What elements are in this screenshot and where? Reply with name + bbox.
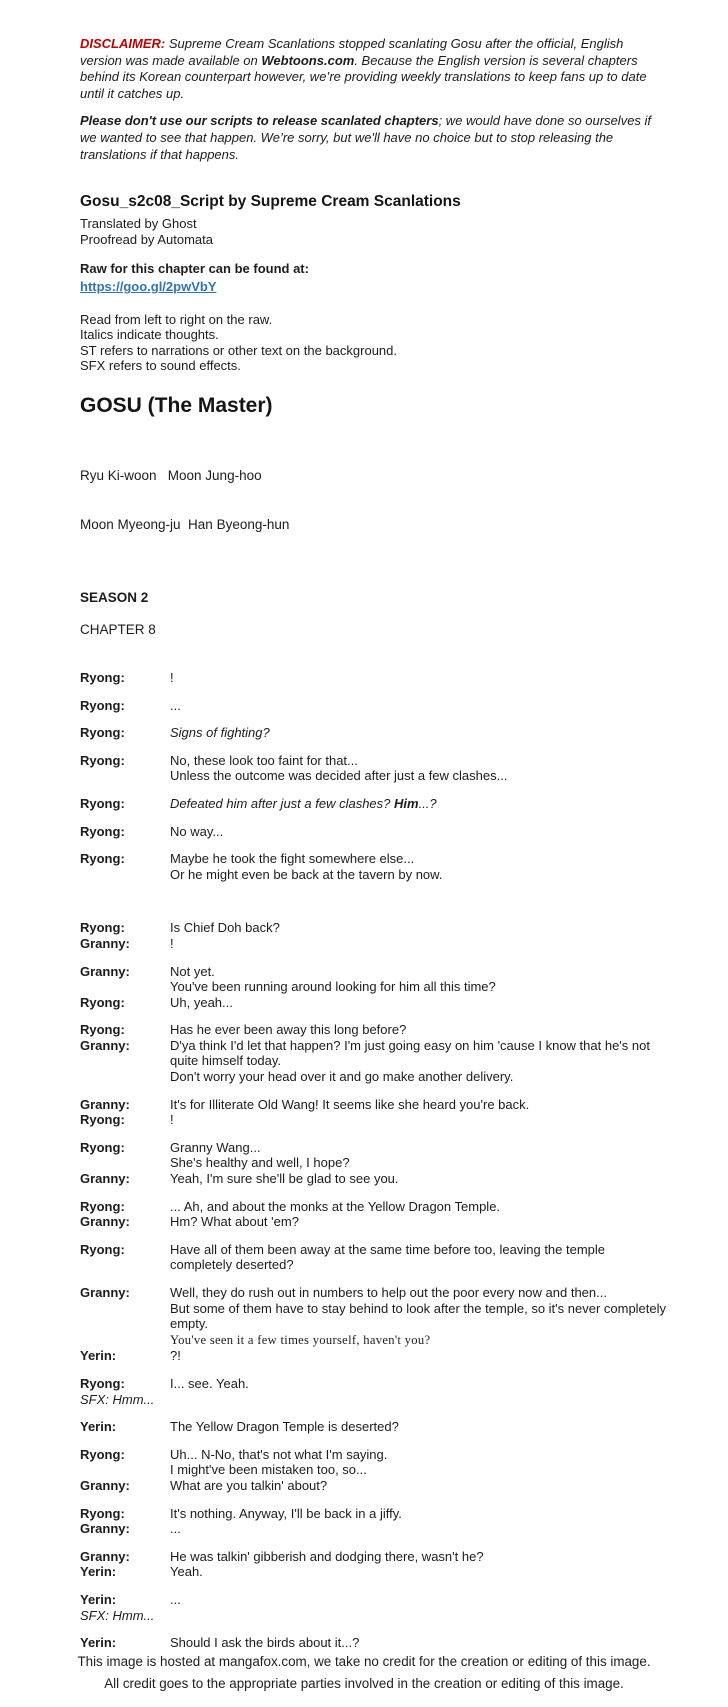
text-segment: No way... (170, 823, 224, 839)
note-line: ST refers to narrations or other text on the background. (80, 342, 397, 358)
dialogue-group (80, 1506, 670, 1537)
dialogue-text (170, 1285, 668, 1348)
script-row (80, 1478, 670, 1494)
dialogue-line (170, 1038, 668, 1069)
dialogue-group (80, 1635, 670, 1651)
dialogue-line (170, 1140, 668, 1156)
text-segment: Webtoons.com (261, 52, 355, 68)
dialogue-text (170, 1635, 668, 1651)
text-segment: ... (170, 1591, 181, 1607)
script-row (80, 964, 670, 995)
dialogue-text (170, 1112, 668, 1128)
dialogue-group (80, 1447, 670, 1494)
text-segment: Or he might even be back at the tavern by now. (170, 866, 443, 882)
text-segment: Have all of them been away at the same time before too, leaving the temple completely deserted? (170, 1241, 606, 1273)
dialogue-text (170, 964, 668, 995)
script-row (80, 1140, 670, 1171)
dialogue-line (170, 920, 668, 936)
raw-source-label: Raw for this chapter can be found at: (80, 261, 309, 277)
text-segment: I might've been mistaken too, so... (170, 1462, 367, 1478)
note-line: Read from left to right on the raw. (80, 312, 273, 328)
script-row (80, 995, 670, 1011)
text-segment: Is Chief Doh back? (170, 920, 280, 936)
text-segment: Not yet. (170, 963, 215, 979)
text-segment: ... Ah, and about the monks at the Yellow Dragon Temple. (170, 1198, 501, 1214)
text-segment: You've been running around looking for him all this time? (170, 979, 496, 995)
dialogue-group (80, 753, 670, 784)
dialogue-line (170, 964, 668, 980)
sfx-line: SFX: Hmm... (80, 1607, 155, 1623)
text-segment: ! (170, 935, 174, 951)
text-segment: ; we would have done so ourselves if we wanted to see that happen. We’re sorry, but we'll have no choice but to stop releasing the translations if that happens. (80, 113, 652, 162)
speaker-label: Ryong: (80, 823, 125, 839)
script-row (80, 1564, 670, 1580)
speaker-label: Ryong: (80, 1375, 125, 1391)
dialogue-text (170, 1140, 668, 1171)
dialogue-group (80, 1022, 670, 1084)
dialogue-line (170, 1549, 668, 1565)
disclaimer-paragraph-2 (80, 113, 660, 163)
text-segment: Supreme Cream Scanlations stopped scanlating Gosu after the official, English version was made available on (80, 36, 624, 68)
speaker-label: Yerin: (80, 1348, 117, 1364)
dialogue-group (80, 1592, 670, 1623)
speaker-label: Ryong: (80, 994, 125, 1010)
script-row (80, 1038, 670, 1085)
dialogue-text (170, 995, 668, 1011)
dialogue-line (170, 1199, 668, 1215)
text-segment: It's nothing. Anyway, I'll be back in a jiffy. (170, 1505, 402, 1521)
dialogue-text (170, 1419, 668, 1435)
dialogue-text (170, 796, 668, 812)
speaker-label: Ryong: (80, 1022, 125, 1038)
text-segment: ...? (418, 795, 437, 811)
dialogue-line (170, 1564, 668, 1580)
text-segment: Well, they do rush out in numbers to help out the poor every now and then... (170, 1285, 607, 1300)
footer-line: This image is hosted at mangafox.com, we take no credit for the creation or editing of this image. (77, 1654, 651, 1669)
dialogue-line (170, 1348, 668, 1364)
dialogue-text (170, 1447, 668, 1478)
dialogue-text (170, 1022, 668, 1038)
speaker-label: Granny: (80, 1037, 130, 1053)
script-row (80, 725, 670, 741)
script-file-title: Gosu_s2c08_Script by Supreme Cream Scanlations (80, 193, 461, 211)
author-credits (80, 435, 670, 567)
dialogue-line (170, 670, 668, 686)
speaker-label: Granny: (80, 1477, 130, 1493)
speaker-label: Granny: (80, 1096, 130, 1112)
dialogue-line (170, 1462, 668, 1478)
text-segment: Yeah. (170, 1564, 203, 1580)
text-segment: You've seen it a few times yourself, haven't you? (170, 1332, 431, 1347)
speaker-label: Ryong: (80, 851, 125, 867)
dialogue-line (170, 979, 668, 995)
text-segment: Has he ever been away this long before? (170, 1022, 407, 1038)
dialogue-line (170, 725, 668, 741)
dialogue-group (80, 1376, 670, 1407)
speaker-label: Granny: (80, 1548, 130, 1564)
dialogue-text (170, 1549, 668, 1565)
dialogue-line (170, 851, 668, 867)
dialogue-line (170, 1069, 668, 1085)
dialogue-line (170, 995, 668, 1011)
dialogue-text (170, 753, 668, 784)
dialogue-line (170, 1447, 668, 1463)
dialogue-line (170, 1592, 668, 1608)
dialogue-line (170, 1022, 668, 1038)
dialogue-line (170, 1521, 668, 1537)
text-segment: But some of them have to stay behind to look after the temple, so it's never completely empty. (170, 1300, 667, 1332)
dialogue-line (170, 1112, 668, 1128)
translator-credit: Translated by Ghost (80, 216, 197, 232)
dialogue-line (170, 1214, 668, 1230)
dialogue-group (80, 1549, 670, 1580)
dialogue-group (80, 851, 670, 882)
speaker-label: Ryong: (80, 1198, 125, 1214)
text-segment: Maybe he took the fight somewhere else... (170, 851, 415, 867)
dialogue-line (170, 1506, 668, 1522)
dialogue-line (170, 796, 668, 812)
text-segment: Should I ask the birds about it...? (170, 1635, 360, 1651)
script-row (80, 1171, 670, 1187)
dialogue-line (170, 1301, 668, 1332)
dialogue-line (170, 1332, 668, 1349)
script-row (80, 1097, 670, 1113)
dialogue-text (170, 824, 668, 840)
dialogue-text (170, 1199, 668, 1215)
text-segment: She's healthy and well, I hope? (170, 1155, 350, 1171)
speaker-label: Yerin: (80, 1591, 117, 1607)
text-segment: ... (170, 697, 181, 713)
script-row (80, 1199, 670, 1215)
dialogue-text (170, 1564, 668, 1580)
speaker-label: Ryong: (80, 1241, 125, 1257)
speaker-label: Ryong: (80, 1505, 125, 1521)
dialogue-text (170, 1038, 668, 1085)
text-segment: Don't worry your head over it and go make another delivery. (170, 1069, 514, 1085)
speaker-label: Yerin: (80, 1635, 117, 1651)
speaker-label: Ryong: (80, 697, 125, 713)
dialogue-text (170, 670, 668, 686)
speaker-label: Ryong: (80, 669, 125, 685)
dialogue-line (170, 1419, 668, 1435)
dialogue-line (170, 753, 668, 769)
dialogue-text (170, 1348, 668, 1364)
dialogue-line (170, 1097, 668, 1113)
text-segment: Granny Wang... (170, 1139, 261, 1155)
speaker-label: Granny: (80, 1171, 130, 1187)
dialogue-text (170, 1478, 668, 1494)
proofreader-credit: Proofread by Automata (80, 232, 213, 248)
script-row (80, 936, 670, 952)
speaker-label: Ryong: (80, 795, 125, 811)
text-segment: It's for Illiterate Old Wang! It seems like she heard you're back. (170, 1096, 530, 1112)
script-row (80, 1419, 670, 1435)
dialogue-text (170, 1097, 668, 1113)
author-line: Ryu Ki-woon Moon Jung-hoo (80, 467, 262, 483)
speaker-label: Yerin: (80, 1564, 117, 1580)
text-segment: He was talkin' gibberish and dodging there, wasn't he? (170, 1548, 484, 1564)
disclaimer-paragraph-1 (80, 36, 660, 102)
text-segment: The Yellow Dragon Temple is deserted? (170, 1419, 399, 1435)
author-line: Moon Myeong-ju Han Byeong-hun (80, 517, 290, 533)
script-row (80, 824, 670, 840)
script-row (80, 1521, 670, 1537)
dialogue-text (170, 725, 668, 741)
dialogue-line (170, 1376, 668, 1392)
speaker-label: Ryong: (80, 1139, 125, 1155)
speaker-label: Granny: (80, 963, 130, 979)
series-title: GOSU (The Master) (80, 393, 273, 417)
script-row (80, 1592, 670, 1608)
dialogue-group (80, 796, 670, 812)
text-segment: No, these look too faint for that... (170, 752, 358, 768)
note-line: Italics indicate thoughts. (80, 327, 219, 343)
text-segment: Uh... N-No, that's not what I'm saying. (170, 1446, 388, 1462)
speaker-label: Ryong: (80, 1446, 125, 1462)
dialogue-group (80, 670, 670, 686)
speaker-label: Ryong: (80, 725, 125, 741)
script-row (80, 1214, 670, 1230)
dialogue-text (170, 1214, 668, 1230)
script-row (80, 920, 670, 936)
text-segment: Him (394, 795, 419, 811)
dialogue-line (170, 1635, 668, 1651)
dialogue-text (170, 1592, 668, 1608)
speaker-label: Yerin: (80, 1419, 117, 1435)
script-row (80, 1242, 670, 1273)
script-row (80, 1506, 670, 1522)
script-row (80, 1549, 670, 1565)
text-segment: ... (170, 1521, 181, 1537)
script-row (80, 1022, 670, 1038)
dialogue-text (170, 1506, 668, 1522)
script-row (80, 851, 670, 882)
dialogue-line (170, 1285, 668, 1301)
speaker-label: Granny: (80, 1521, 130, 1537)
text-segment: Hm? What about 'em? (170, 1214, 299, 1230)
sfx-line: SFX: Hmm... (80, 1391, 155, 1407)
dialogue-text (170, 698, 668, 714)
dialogue-line (170, 867, 668, 883)
text-segment: . Because the English version is several chapters behind its Korean counterpart however, we’re providing weekly translations to keep fans up to date until it catches up. (80, 52, 647, 101)
dialogue-line (170, 936, 668, 952)
dialogue-line (170, 1155, 668, 1171)
dialogue-group (80, 1097, 670, 1128)
script-row (80, 796, 670, 812)
text-segment: DISCLAIMER: (80, 36, 169, 51)
script-row (80, 1447, 670, 1478)
speaker-label: Granny: (80, 1285, 130, 1300)
dialogue-group (80, 920, 670, 951)
text-segment: ! (170, 669, 174, 685)
dialogue-group (80, 1242, 670, 1273)
dialogue-group (80, 1285, 670, 1364)
dialogue-line (170, 1242, 668, 1273)
dialogue-text (170, 1521, 668, 1537)
script-row (80, 698, 670, 714)
text-segment: Signs of fighting? (170, 725, 270, 741)
dialogue-text (170, 851, 668, 882)
dialogue-text (170, 1242, 668, 1273)
script-row (80, 1285, 670, 1348)
dialogue-line (170, 768, 668, 784)
dialogue-line (170, 1478, 668, 1494)
speaker-label: Ryong: (80, 752, 125, 768)
dialogue-text (170, 936, 668, 952)
dialogue-group (80, 1419, 670, 1435)
text-segment: Defeated him after just a few clashes? (170, 795, 395, 811)
dialogue-group (80, 1199, 670, 1230)
note-line: SFX refers to sound effects. (80, 357, 241, 373)
dialogue-group (80, 725, 670, 741)
script-row (80, 670, 670, 686)
raw-source-link[interactable]: https://goo.gl/2pwVbY (80, 279, 217, 295)
speaker-label: Ryong: (80, 1112, 125, 1128)
dialogue-line (170, 1171, 668, 1187)
reading-notes (80, 312, 670, 373)
text-segment: What are you talkin' about? (170, 1477, 328, 1493)
dialogue-text (170, 1376, 668, 1392)
dialogue-group (80, 824, 670, 840)
text-segment: Yeah, I'm sure she'll be glad to see you. (170, 1171, 399, 1187)
dialogue-line (170, 824, 668, 840)
speaker-label: Granny: (80, 935, 130, 951)
text-segment: Unless the outcome was decided after just a few clashes... (170, 768, 508, 784)
dialogue-text (170, 1171, 668, 1187)
script-row (80, 1376, 670, 1392)
dialogue-text (170, 920, 668, 936)
text-segment: ?! (170, 1348, 181, 1364)
text-segment: Please don't use our scripts to release scanlated chapters (80, 113, 439, 129)
script-row (80, 1348, 670, 1364)
script-body (80, 670, 670, 1651)
text-segment: D'ya think I'd let that happen? I'm just going easy on him 'cause I know that he's not quite himself today. (170, 1037, 650, 1069)
dialogue-group (80, 964, 670, 1011)
footer-line: All credit goes to the appropriate parties involved in the creation or editing of this image. (104, 1675, 624, 1691)
text-segment: Uh, yeah... (170, 994, 233, 1010)
speaker-label: Ryong: (80, 920, 125, 936)
dialogue-group (80, 698, 670, 714)
chapter-heading: CHAPTER 8 (80, 621, 156, 637)
speaker-label: Granny: (80, 1214, 130, 1230)
hosting-footer (0, 1651, 728, 1707)
script-row (80, 1112, 670, 1128)
dialogue-line (170, 698, 668, 714)
text-segment: ! (170, 1112, 174, 1128)
script-row (80, 1635, 670, 1651)
script-row (80, 753, 670, 784)
text-segment: I... see. Yeah. (170, 1375, 249, 1391)
dialogue-group (80, 1140, 670, 1187)
season-heading: SEASON 2 (80, 589, 149, 605)
